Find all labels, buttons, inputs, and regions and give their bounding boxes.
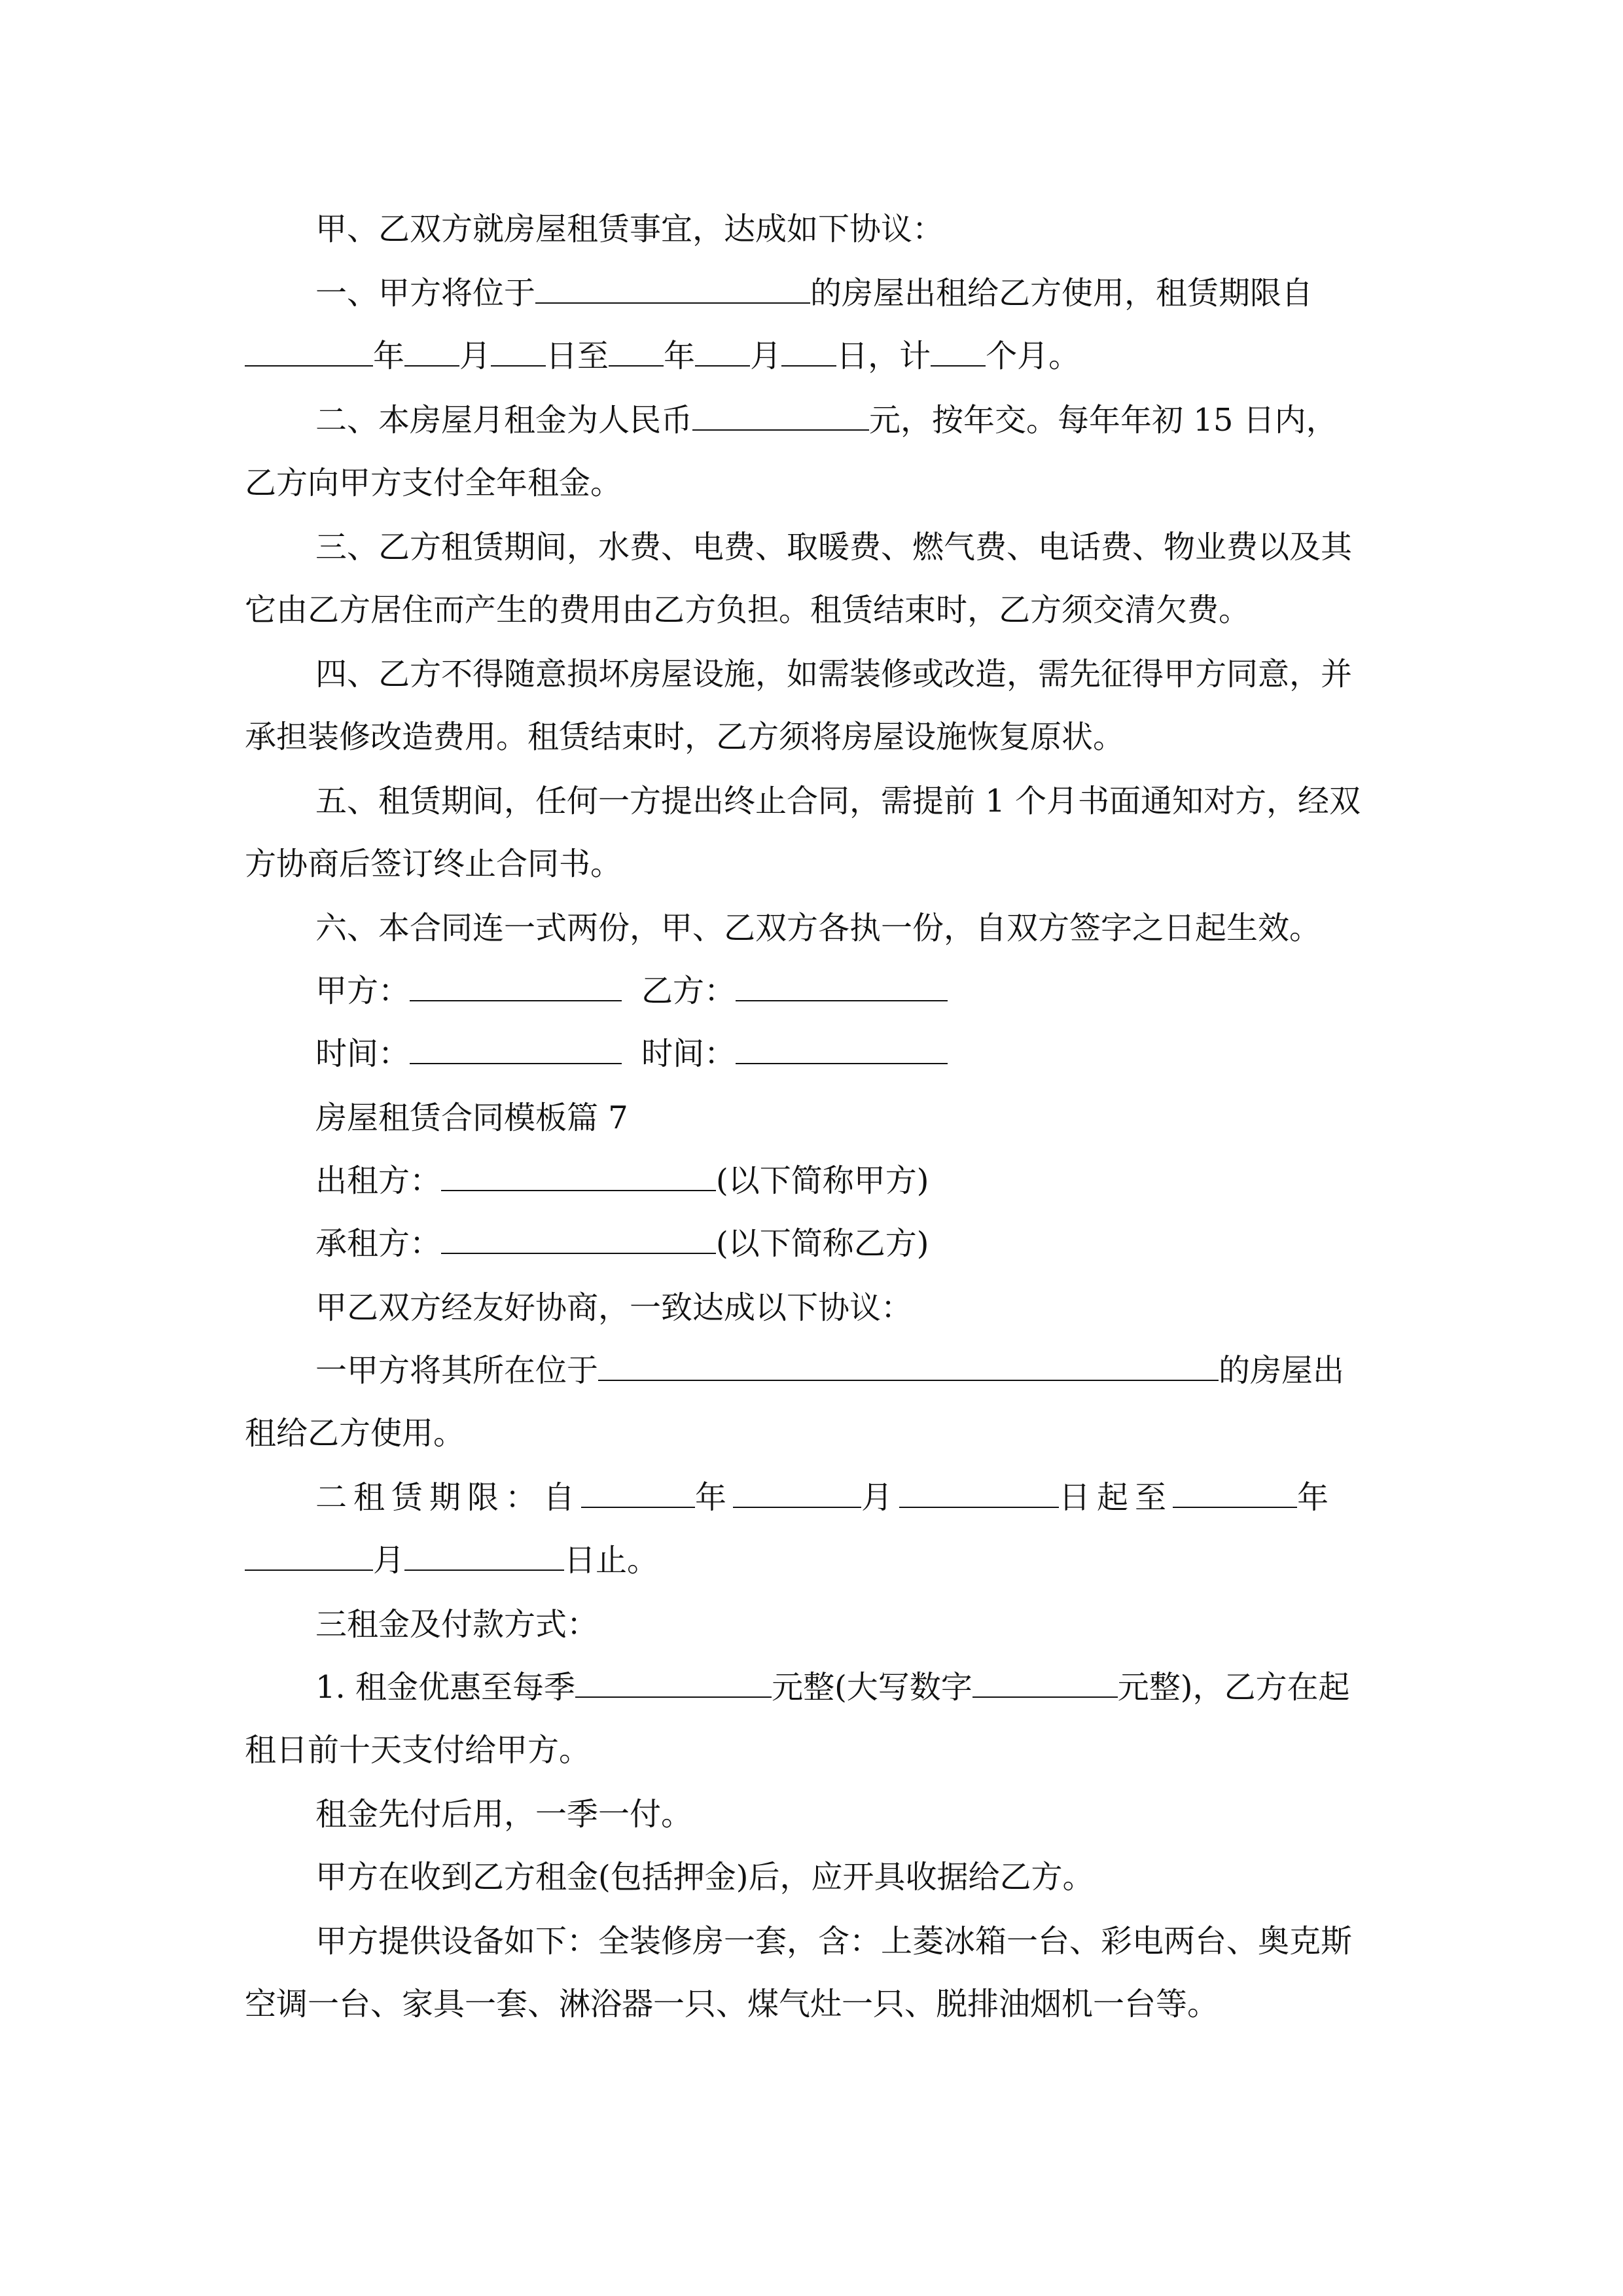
- lease-start-year-blank[interactable]: [581, 1478, 695, 1508]
- quarterly-rent-blank[interactable]: [575, 1668, 772, 1698]
- term-3-heading: 三租金及付款方式：: [315, 1606, 599, 1643]
- start-month-blank[interactable]: [404, 336, 459, 367]
- term-1-line-1: 一甲方将其所在位于 的房屋出: [315, 1352, 1345, 1389]
- clause-4-line-1: 四、乙方不得随意损坏房屋设施，如需装修或改造，需先征得甲方同意，并: [315, 656, 1353, 692]
- clause-1-line-2: 年 月 日至 年 月 日，计 个月。: [245, 336, 1080, 376]
- lessee-line: 承租方： (以下简称乙方): [315, 1225, 929, 1262]
- address-blank[interactable]: [535, 274, 810, 304]
- clause-2-line-1: 二、本房屋月租金为人民币 元，按年交。每年年初 15 日内，: [315, 402, 1338, 439]
- lease-end-year-blank[interactable]: [1173, 1478, 1297, 1508]
- intro-line: 甲、乙双方就房屋租赁事宜，达成如下协议：: [315, 211, 944, 247]
- term-3-1-line-1: 1. 租金优惠至每季 元整(大写数字 元整)，乙方在起: [315, 1669, 1350, 1706]
- lessee-blank[interactable]: [441, 1224, 716, 1254]
- end-day-blank[interactable]: [781, 336, 836, 367]
- property-location-blank[interactable]: [598, 1351, 1219, 1381]
- lessor-line: 出租方： (以下简称甲方): [315, 1162, 929, 1199]
- party-a-signature-blank[interactable]: [410, 971, 622, 1001]
- end-month-blank[interactable]: [695, 336, 750, 367]
- lease-start-month-blank[interactable]: [733, 1478, 861, 1508]
- term-3-4-line-1: 甲方提供设备如下：全装修房一套，含：上菱冰箱一台、彩电两台、奥克斯: [315, 1923, 1353, 1960]
- term-2-line-1: 二租赁期限：自 年 月 日起至 年: [315, 1479, 1336, 1516]
- clause-5-line-1: 五、租赁期间，任何一方提出终止合同，需提前 1 个月书面通知对方，经双: [315, 783, 1361, 819]
- term-3-1-line-2: 租日前十天支付给甲方。: [245, 1732, 591, 1768]
- clause-3-line-1: 三、乙方租赁期间，水费、电费、取暖费、燃气费、电话费、物业费以及其: [315, 529, 1353, 565]
- lessor-blank[interactable]: [441, 1161, 716, 1191]
- party-a-date-blank[interactable]: [410, 1034, 622, 1064]
- lease-end-day-blank[interactable]: [404, 1541, 564, 1571]
- lease-end-month-blank[interactable]: [245, 1541, 373, 1571]
- start-day-blank[interactable]: [491, 336, 546, 367]
- agreement-line: 甲乙双方经友好协商，一致达成以下协议：: [315, 1289, 913, 1326]
- date-row: 时间： 时间：: [315, 1034, 948, 1073]
- party-b-date-blank[interactable]: [736, 1034, 948, 1064]
- term-3-4-line-2: 空调一台、家具一套、淋浴器一只、煤气灶一只、脱排油烟机一台等。: [245, 1986, 1219, 2022]
- clause-3-line-2: 它由乙方居住而产生的费用由乙方负担。租赁结束时，乙方须交清欠费。: [245, 592, 1251, 628]
- rent-in-words-blank[interactable]: [972, 1668, 1118, 1698]
- term-3-2-line: 租金先付后用，一季一付。: [315, 1796, 693, 1833]
- clause-2-line-2: 乙方向甲方支付全年租金。: [245, 465, 622, 501]
- months-blank[interactable]: [931, 336, 986, 367]
- start-year-blank[interactable]: [245, 336, 373, 367]
- monthly-rent-blank[interactable]: [692, 401, 869, 431]
- clause-1-line-1: 一、甲方将位于 的房屋出租给乙方使用，租赁期限自: [315, 275, 1313, 312]
- clause-4-line-2: 承担装修改造费用。租赁结束时，乙方须将房屋设施恢复原状。: [245, 719, 1125, 755]
- end-year-blank[interactable]: [609, 336, 664, 367]
- term-1-line-2: 租给乙方使用。: [245, 1415, 465, 1452]
- term-3-3-line: 甲方在收到乙方租金(包括押金)后，应开具收据给乙方。: [315, 1859, 1094, 1895]
- party-b-signature-blank[interactable]: [736, 971, 948, 1001]
- lease-start-day-blank[interactable]: [899, 1478, 1059, 1508]
- signature-row: 甲方： 乙方：: [315, 971, 948, 1011]
- clause-5-line-2: 方协商后签订终止合同书。: [245, 846, 622, 882]
- clause-6-line: 六、本合同连一式两份，甲、乙双方各执一份，自双方签字之日起生效。: [315, 910, 1321, 946]
- term-2-line-2: 月 日止。: [245, 1541, 658, 1580]
- section-heading: 房屋租赁合同模板篇 7: [315, 1100, 628, 1136]
